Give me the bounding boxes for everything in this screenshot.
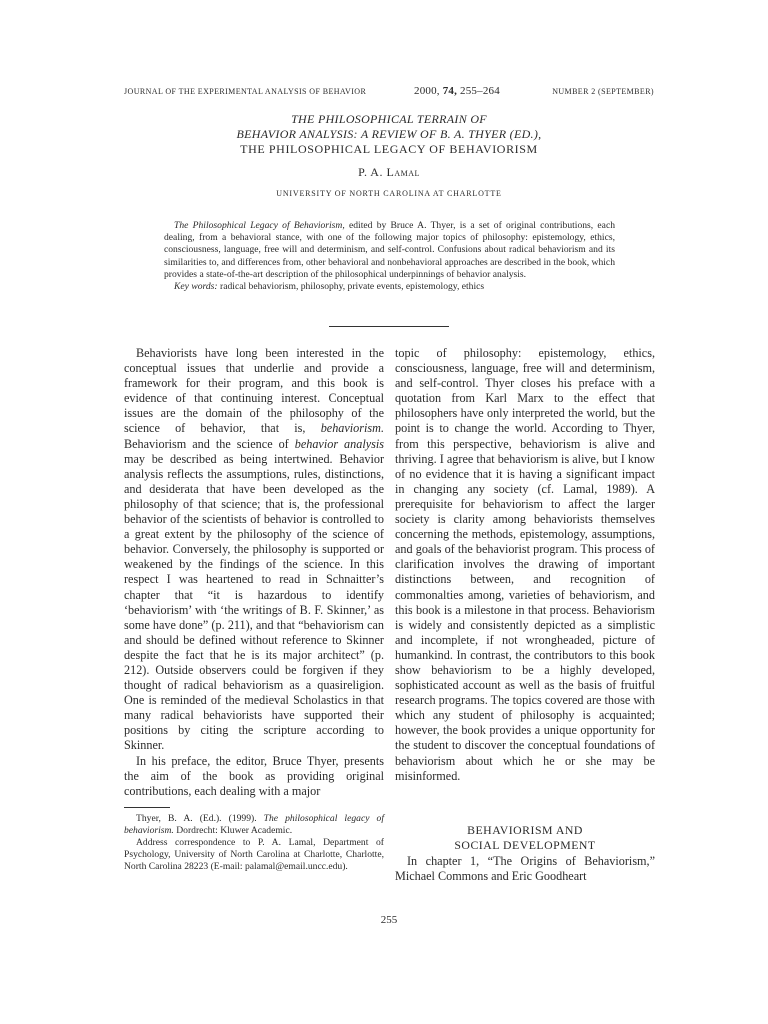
paragraph-2: In his preface, the editor, Bruce Thyer, presents the aim of the book as providing original contributions, each dealing with a major [124, 753, 384, 798]
title-line-1: THE PHILOSOPHICAL TERRAIN OF [291, 112, 487, 126]
citation-pages: 255–264 [460, 85, 500, 97]
author-surname: Lamal [386, 165, 420, 179]
p1-italic-1: behaviorism. [320, 421, 384, 436]
paragraph-1 [124, 346, 384, 754]
title-line-3: THE PHILOSOPHICAL LEGACY OF BEHAVIORISM [240, 142, 538, 156]
author [124, 165, 654, 180]
citation [414, 85, 500, 97]
abstract-divider [329, 326, 449, 327]
section-body [395, 854, 655, 884]
keywords-list: radical behaviorism, philosophy, private events, epistemology, ethics [217, 281, 485, 293]
citation-year: 2000, [414, 85, 440, 97]
footnotes [124, 813, 384, 873]
footnote-address: Address correspondence to P. A. Lamal, Department of Psychology, University of North Carolina at Charlotte, Charlotte, North Carolina 28223 (E-mail: palamal@email.uncc.edu). [124, 837, 384, 873]
ref-text-b: Dordrecht: Kluwer Academic. [173, 825, 293, 837]
paragraph-3: topic of philosophy: epistemology, ethics, consciousness, language, free will and determinism, and self-control. Thyer closes his preface with a quotation from Karl Marx to the effect that philosophers have only interpreted the world, but the point is to change the world. According to Thyer, from this perspective, behaviorism is alive and thriving. I agree that behaviorism is alive, but I know of no evidence that it is having a significant impact in changing any society (cf. Lamal, 1989). A prerequisite for behaviorism to affect the larger society is clarity among behaviorists themselves concerning the methods, epistemology, assumptions, and goals of the behaviorist program. This process of clarification involves the drawing of important distinctions between, and recognition of commonalties among, varieties of behaviorism, and this book is a milestone in that process. Behaviorism is widely and consistently depicted as a simplistic and incomplete, if not wrongheaded, picture of humankind. In contrast, the contributors to this book show behaviorism to be a highly developed, sophisticated account as well as the basis of fruitful research programs. The topics covered are those with which any student of philosophy is acquainted; however, the book provides a unique opportunity for the student to discover the conceptual foundations of behaviorism about which he or she may be misinformed. [395, 346, 655, 783]
footnote-divider [124, 807, 170, 808]
page-number: 255 [380, 914, 398, 926]
paragraph-4: In chapter 1, “The Origins of Behaviorism,” Michael Commons and Eric Goodheart [395, 854, 655, 884]
abstract [164, 220, 615, 293]
p1-text-a: Behaviorists have long been interested in the conceptual issues that underlie and provide a framework for their program, and this book is evidence of that continuing interest. Conceptual issues are the domain of the philosophy of the science of behavior, that is, [124, 346, 384, 436]
abstract-book-title: The Philosophical Legacy of Behaviorism, [174, 220, 345, 231]
citation-volume: 74, [442, 85, 458, 97]
left-column [124, 346, 384, 799]
ref-text-a: Thyer, B. A. (Ed.). (1999). [136, 813, 264, 824]
journal-name: JOURNAL OF THE EXPERIMENTAL ANALYSIS OF BEHAVIOR [124, 87, 367, 96]
right-column [395, 346, 655, 784]
p1-italic-2: behavior analysis [294, 436, 384, 451]
affiliation: UNIVERSITY OF NORTH CAROLINA AT CHARLOTTE [276, 189, 502, 198]
p1-text-b: Behaviorism and the science of [124, 436, 295, 451]
title-line-2: BEHAVIOR ANALYSIS: A REVIEW OF B. A. THYER (ED.), [236, 127, 542, 141]
article-title [124, 112, 654, 157]
section-heading-line-1: BEHAVIORISM AND [467, 823, 583, 837]
abstract-body: edited by Bruce A. Thyer, is a set of original contributions, each dealing, from a behavioral stance, with one of the following major topics of philosophy: epistemology, ethics, consciousness, language, free will and determinism, and self-control. Confusions about radical behaviorism and its similarities to, and differences from, other behavioral and nonbehavioral approaches are described in the book, which provides a state-of-the-art description of the philosophical underpinnings of behavior analysis. [164, 220, 615, 280]
issue-number: NUMBER 2 (SEPTEMBER) [552, 87, 654, 96]
p1-text-c: may be described as being intertwined. Behavior analysis reflects the assumptions, rules, distinctions, and desiderata that have been developed as the philosophy of that science; that is, the professional behavior of the scientists of behavior is controlled to a great extent by the philosophy of the science of behavior. Conversely, the philosophy is supported or weakened by the findings of the science. In this respect I was heartened to read in Schnaitter’s chapter that “it is hazardous to identify ‘behaviorism’ with ‘the writings of B. F. Skinner,’ as some have done” (p. 211), and that “behaviorism can and should be defined without reference to Skinner despite the fact that he is its major architect” (p. 212). Outside observers could be forgiven if they thought of radical behaviorism as a quasireligion. One is reminded of the medieval Scholastics in that many radical behaviorists have supported their positions by citing the scripture according to Skinner. [124, 451, 384, 753]
keywords-label: Key words: [174, 281, 218, 293]
section-heading-line-2: SOCIAL DEVELOPMENT [454, 838, 596, 852]
section-heading [395, 823, 655, 853]
keywords [164, 281, 615, 293]
author-initials: P. A. [358, 165, 383, 179]
ref-italic: The philosophical legacy of behaviorism. [124, 813, 384, 837]
footnote-reference [124, 813, 384, 837]
abstract-text [164, 220, 615, 281]
